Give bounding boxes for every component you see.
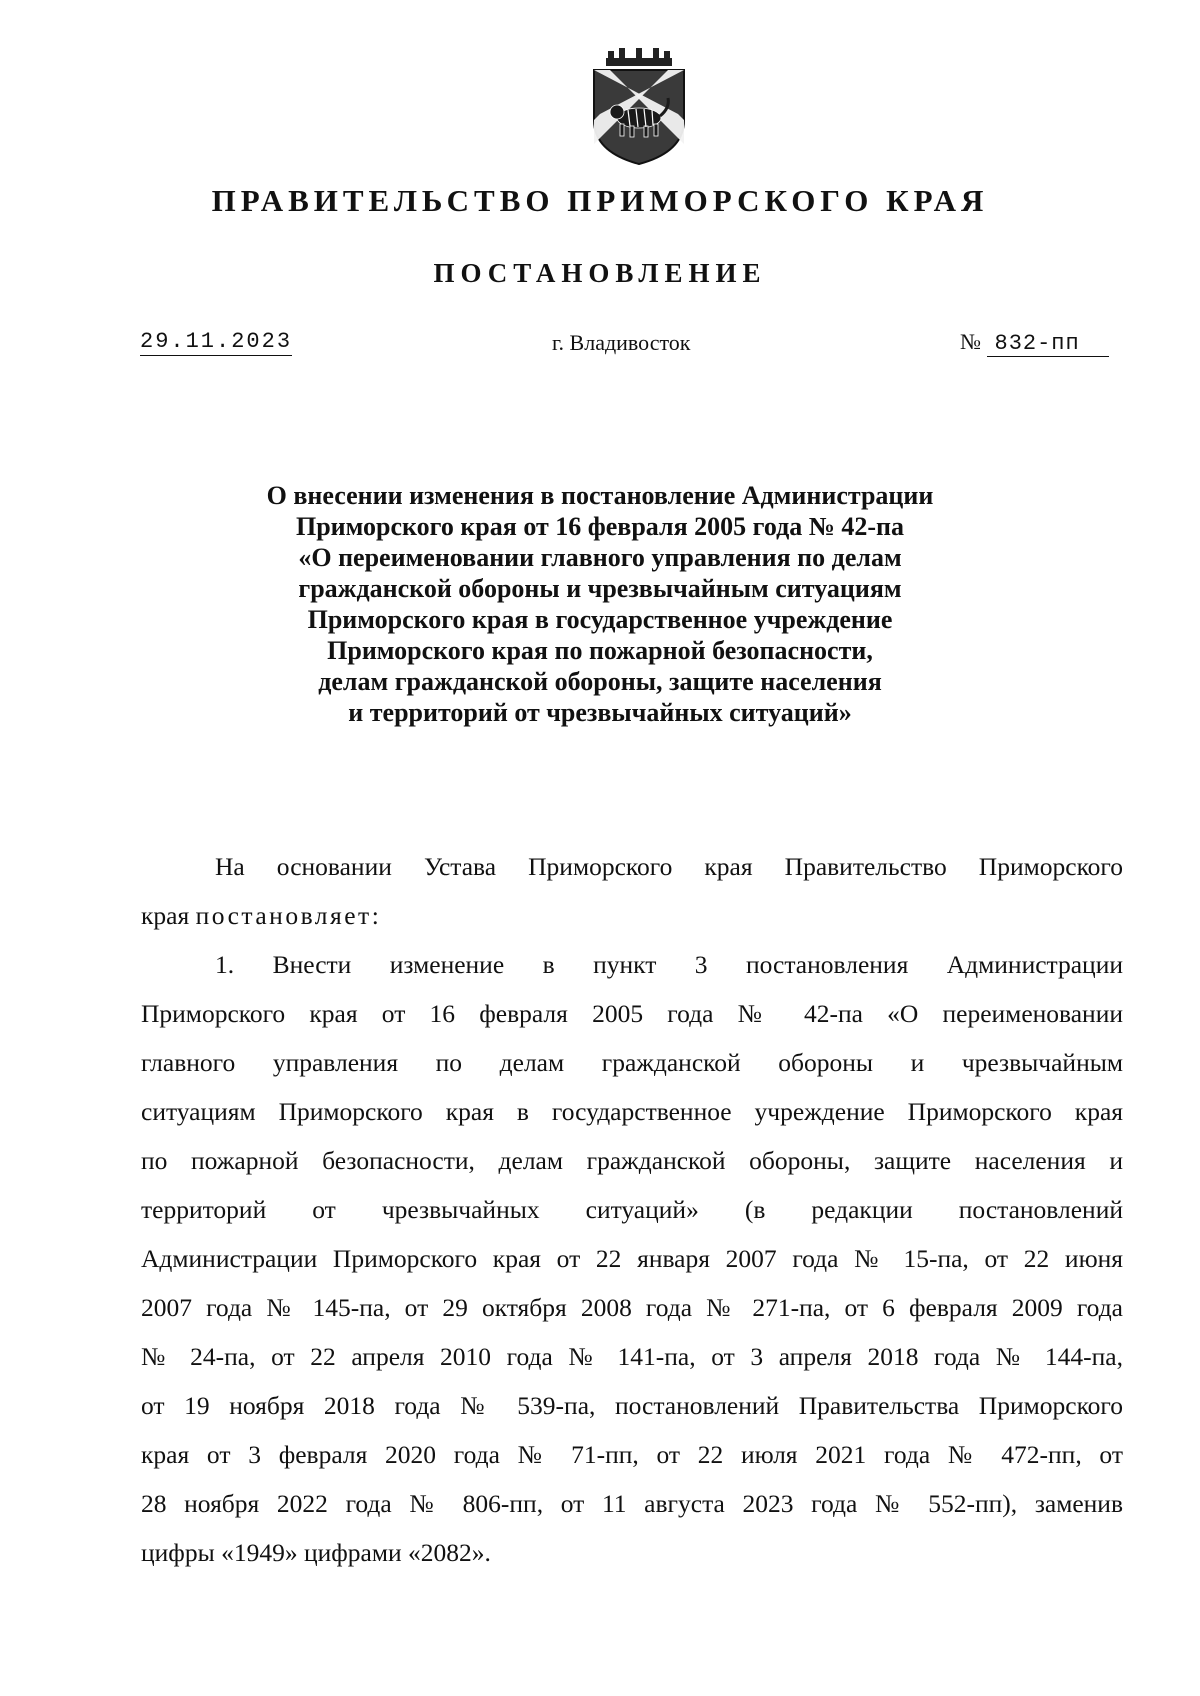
- document-type-heading: ПОСТАНОВЛЕНИЕ: [433, 258, 767, 288]
- document-number-value: 832-пп: [987, 331, 1109, 357]
- item1-line: главного управления по делам гражданской обороны и чрезвычайным: [141, 1048, 1123, 1077]
- resolves-word: постановляет:: [195, 901, 382, 930]
- item1-line: Администрации Приморского края от 22 января 2007 года № 15-па, от 22 июня: [141, 1244, 1123, 1273]
- document-city: г. Владивосток: [552, 330, 691, 355]
- document-number-label: №: [960, 329, 981, 354]
- document-subject: [200, 480, 1000, 728]
- subject-line: Приморского края в государственное учреждение: [307, 605, 893, 634]
- item1-line: территорий от чрезвычайных ситуаций» (в редакции постановлений: [141, 1195, 1123, 1224]
- subject-line: Приморского края по пожарной безопасности,: [327, 636, 873, 665]
- subject-line: и территорий от чрезвычайных ситуаций»: [348, 698, 852, 727]
- item1-line: Приморского края от 16 февраля 2005 года № 42-па «О переименовании: [141, 999, 1123, 1028]
- item1-line: цифры «1949» цифрами «2082».: [141, 1538, 491, 1567]
- item1-line: края от 3 февраля 2020 года № 71-пп, от 22 июля 2021 года № 472-пп, от: [141, 1440, 1123, 1469]
- item1-line: 2007 года № 145-па, от 29 октября 2008 года № 271-па, от 6 февраля 2009 года: [141, 1293, 1123, 1322]
- subject-line: Приморского края от 16 февраля 2005 года № 42-па: [295, 512, 904, 541]
- item1-line: № 24-па, от 22 апреля 2010 года № 141-па, от 3 апреля 2018 года № 144-па,: [141, 1342, 1123, 1371]
- item1-line: по пожарной безопасности, делам гражданской обороны, защите населения и: [141, 1146, 1123, 1175]
- subject-line: делам гражданской обороны, защите населения: [318, 667, 882, 696]
- organization-title: ПРАВИТЕЛЬСТВО ПРИМОРСКОГО КРАЯ: [211, 183, 989, 218]
- document-body: [141, 842, 1123, 1577]
- coat-of-arms-emblem: [586, 48, 692, 166]
- preamble-line: На основании Устава Приморского края Правительство Приморского: [215, 852, 1123, 881]
- document-date: 29.11.2023: [140, 329, 293, 354]
- item1-line: 1. Внести изменение в пункт 3 постановления Администрации: [215, 950, 1123, 979]
- subject-line: О внесении изменения в постановление Администрации: [266, 481, 934, 510]
- subject-line: «О переименовании главного управления по делам: [298, 543, 902, 572]
- item1-line: ситуациям Приморского края в государственное учреждение Приморского края: [141, 1097, 1123, 1126]
- item1-line: 28 ноября 2022 года № 806-пп, от 11 августа 2023 года № 552-пп), заменив: [141, 1489, 1123, 1518]
- preamble-line: [141, 891, 1123, 940]
- subject-line: гражданской обороны и чрезвычайным ситуациям: [298, 574, 902, 603]
- document-number: [960, 329, 1109, 357]
- preamble-word: края: [141, 901, 190, 930]
- item1-line: от 19 ноября 2018 года № 539-па, постановлений Правительства Приморского: [141, 1391, 1123, 1420]
